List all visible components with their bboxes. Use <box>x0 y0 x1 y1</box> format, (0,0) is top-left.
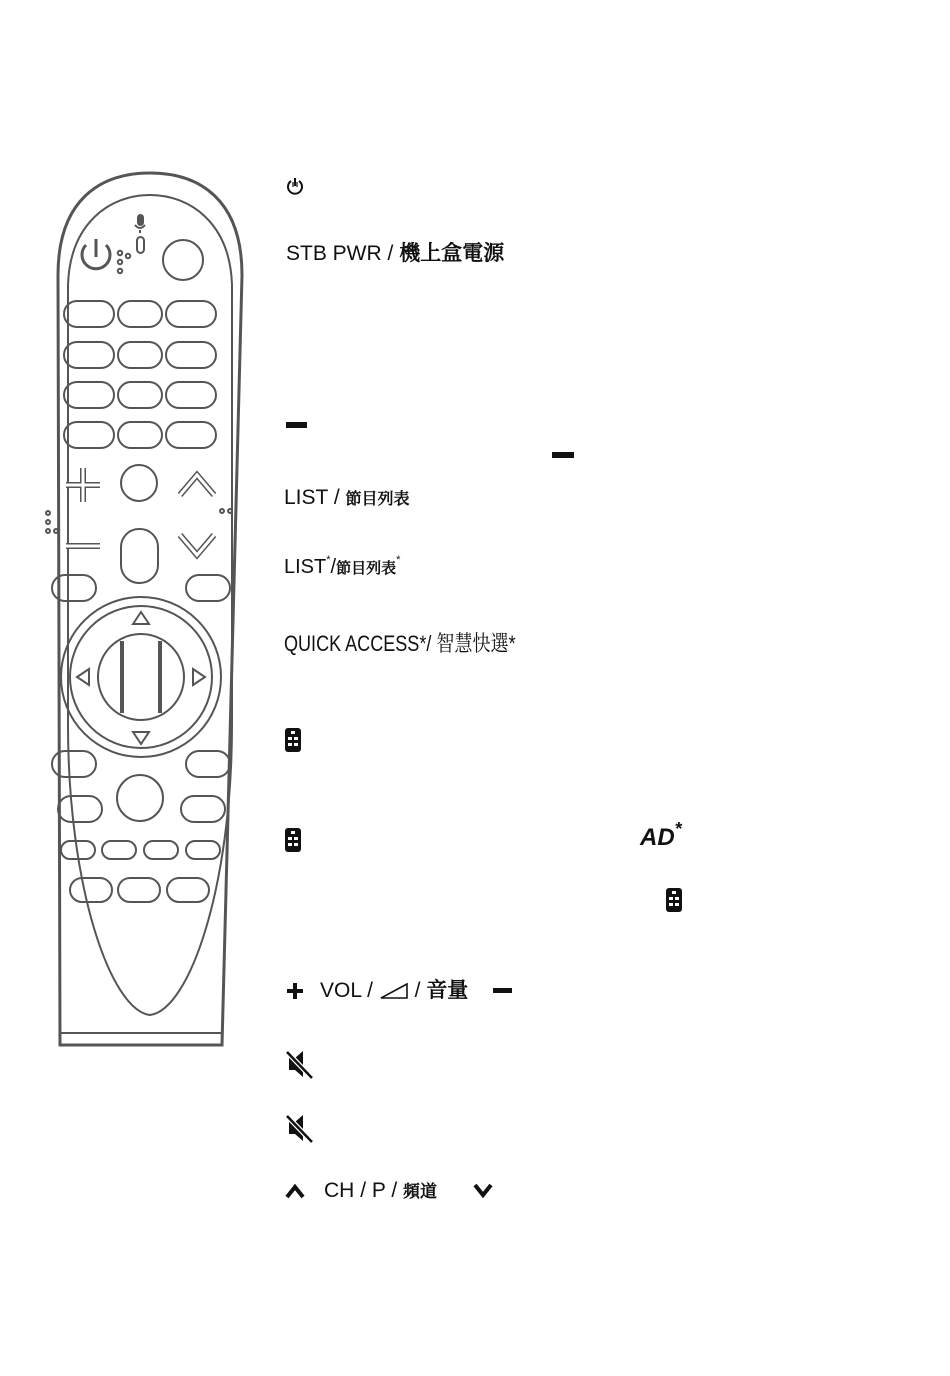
asterisk: * <box>396 554 401 566</box>
slash: / <box>330 556 337 578</box>
slash: / <box>387 242 394 265</box>
mute-icon <box>285 1112 315 1144</box>
minus-icon <box>493 988 512 993</box>
slash: / <box>360 1179 367 1202</box>
slash: / <box>333 486 340 509</box>
ch-text: CH <box>324 1179 355 1202</box>
vol-text: VOL <box>320 979 362 1002</box>
minus-icon <box>286 422 307 428</box>
list-star-label <box>284 554 401 578</box>
stb-pwr-text: STB PWR <box>286 242 382 265</box>
quick-access-cn: 智慧快選* <box>436 631 516 656</box>
info-icon <box>285 828 301 852</box>
mute-icon <box>285 1048 315 1080</box>
minus-icon <box>552 452 574 458</box>
slash: / <box>414 979 421 1002</box>
stb-pwr-label <box>286 243 504 264</box>
ch-label <box>324 1180 437 1201</box>
vol-label <box>320 980 468 1001</box>
ch-p-text: P <box>371 1179 386 1202</box>
remote-control-illustration <box>40 165 260 1055</box>
list-cn: 節目列表 <box>345 491 410 508</box>
ad-label <box>640 819 682 851</box>
info-icon <box>666 888 682 912</box>
list-label <box>284 487 410 508</box>
plus-icon <box>285 981 305 1001</box>
quick-access-text: QUICK ACCESS* <box>284 631 427 656</box>
slash: / <box>426 631 432 656</box>
power-icon <box>285 176 305 196</box>
asterisk: * <box>674 819 682 839</box>
list-star-cn: 節目列表 <box>336 560 397 577</box>
stb-pwr-cn: 機上盒電源 <box>399 242 505 265</box>
vol-cn: 音量 <box>426 979 469 1002</box>
ch-cn: 頻道 <box>403 1182 438 1201</box>
slash: / <box>367 979 373 1002</box>
asterisk: * <box>326 554 331 566</box>
list-star-text: LIST <box>284 556 327 578</box>
slash: / <box>391 1179 398 1202</box>
chevron-down-icon <box>472 1182 494 1200</box>
list-text: LIST <box>284 486 328 509</box>
quick-access-label <box>284 633 566 655</box>
info-icon <box>285 728 301 752</box>
ad-text: AD <box>640 824 675 851</box>
chevron-up-icon <box>284 1182 306 1200</box>
volume-wedge-icon <box>379 982 409 1000</box>
